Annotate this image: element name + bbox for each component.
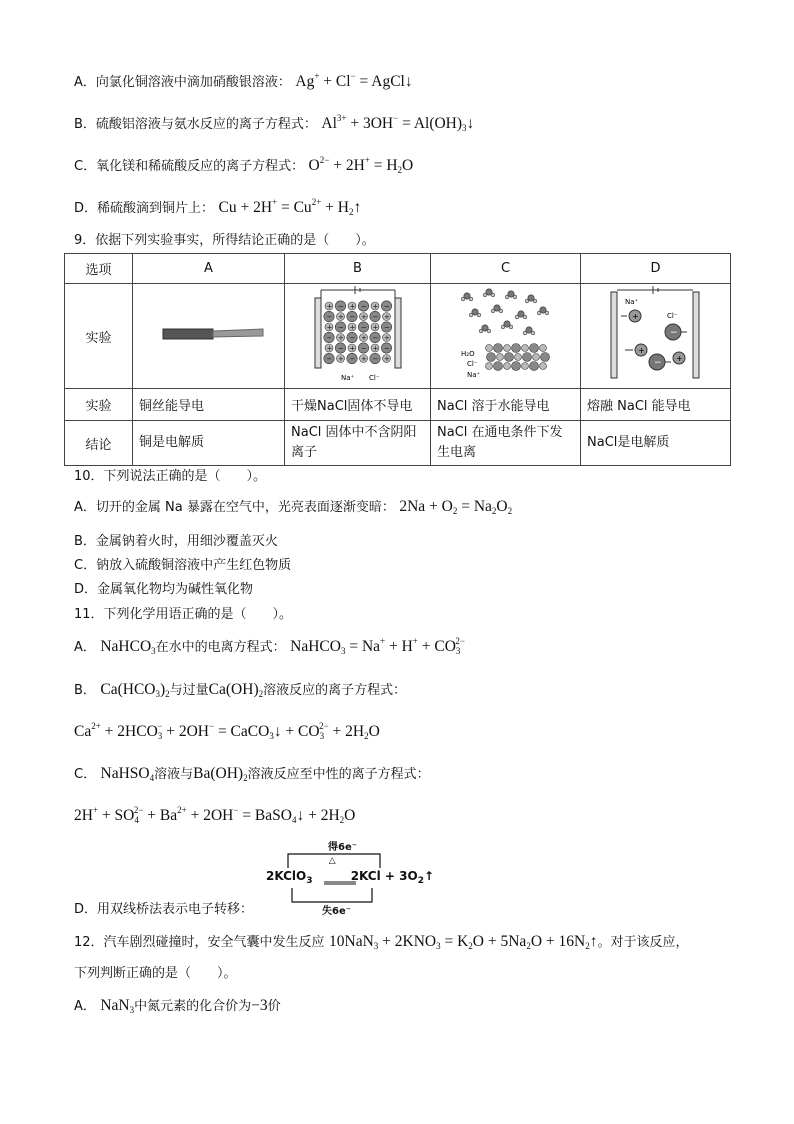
loss-electrons-label: 失6e⁻ bbox=[322, 906, 352, 917]
svg-text:−: − bbox=[372, 334, 379, 342]
dry-nacl-solid-diagram bbox=[285, 284, 429, 384]
svg-text:+: + bbox=[349, 323, 356, 332]
svg-text:+: + bbox=[338, 334, 344, 342]
diagram-a bbox=[133, 284, 285, 389]
double-line-bridge-diagram bbox=[262, 838, 435, 920]
svg-text:+: + bbox=[349, 344, 356, 353]
q11-stem: 11．下列化学用语正确的是（ ）。 bbox=[74, 607, 293, 622]
svg-text:−: − bbox=[326, 334, 333, 342]
header-cell: 选项 bbox=[65, 254, 133, 284]
header-cell: C bbox=[431, 254, 581, 284]
molten-nacl-diagram bbox=[581, 284, 729, 384]
nacl-dissolving-diagram bbox=[431, 284, 579, 384]
header-cell: A bbox=[133, 254, 285, 284]
q8-option-c: C．氧化镁和稀硫酸反应的离子方程式： $O^{2-} + 2H^+ = H_2O$ bbox=[74, 155, 414, 175]
fact-cell: NaCl 溶于水能导电 bbox=[431, 389, 581, 421]
svg-text:−: − bbox=[361, 344, 367, 353]
svg-text:+: + bbox=[372, 302, 379, 311]
q11-c-equation: $2H^+ + SO_4^{2-} + Ba^{2+} + 2OH^-$ = BaSO$_4$↓ + $2H_2O$ bbox=[74, 805, 356, 825]
formula: $10NaN_3 + 2KNO_3 = K_2O + 5Na_2O$ + $16N_2↑$ bbox=[329, 933, 598, 951]
svg-text:+: + bbox=[372, 323, 379, 332]
fact-cell: 熔融 NaCl 能导电 bbox=[581, 389, 731, 421]
svg-text:+: + bbox=[638, 346, 645, 355]
q11-b-equation: $Ca^{2+} + 2HCO_3^- + 2OH^-$ = CaCO$_3$↓ + $CO_3^{2-} + 2H_2O$ bbox=[74, 721, 380, 741]
svg-text:−: − bbox=[338, 302, 344, 311]
svg-text:+: + bbox=[349, 302, 356, 311]
q10-option-a: A．切开的金属 Na 暴露在空气中，光亮表面逐渐变暗： $2Na + O_2 = Na_2O_2$ bbox=[74, 498, 513, 516]
svg-text:+: + bbox=[361, 313, 367, 321]
svg-text:−: − bbox=[384, 323, 390, 332]
svg-text:+: + bbox=[372, 344, 379, 353]
q10-option-c: C．钠放入硫酸铜溶液中产生红色物质 bbox=[74, 558, 292, 573]
svg-text:−: − bbox=[326, 355, 333, 363]
q11-option-b: B． $Ca(HCO_3)_2$与过量$Ca(OH)_2$溶液反应的离子方程式： bbox=[74, 681, 407, 699]
conclusion-cell: 铜是电解质 bbox=[133, 421, 285, 466]
svg-text:+: + bbox=[338, 355, 344, 363]
gain-electrons-label: 得6e⁻ bbox=[328, 842, 358, 853]
row-label: 结论 bbox=[65, 421, 133, 466]
fact-cell: 铜丝能导电 bbox=[133, 389, 285, 421]
q10-stem: 10．下列说法正确的是（ ）。 bbox=[74, 469, 267, 484]
q11-option-d: D．用双线桥法表示电子转移： bbox=[74, 902, 254, 917]
cl-label: Cl⁻ bbox=[369, 374, 380, 382]
q12-stem: 12．汽车剧烈碰撞时，安全气囊中发生反应 $10NaN_3 + 2KNO_3 = K_2O + 5Na_2O$ + $16N_2↑$。对于该反应， bbox=[74, 933, 689, 951]
conclusion-cell: NaCl是电解质 bbox=[581, 421, 731, 466]
row-label: 实验 bbox=[65, 284, 133, 389]
q8-option-a: A．向氯化铜溶液中滴加硝酸银溶液： Ag+ + Cl− = AgCl↓ bbox=[74, 71, 413, 90]
formula: $O^{2-} + 2H^+ = H_2O$ bbox=[308, 155, 414, 175]
svg-text:−: − bbox=[349, 313, 356, 321]
svg-text:+: + bbox=[384, 355, 390, 363]
svg-text:−: − bbox=[349, 334, 356, 342]
svg-text:−: − bbox=[361, 323, 367, 332]
svg-text:+: + bbox=[361, 334, 367, 342]
h2o-label: H₂O bbox=[461, 350, 475, 358]
svg-text:−: − bbox=[654, 358, 662, 368]
na-label: Na⁺ bbox=[625, 298, 639, 306]
svg-text:−: − bbox=[349, 355, 356, 363]
header-cell: D bbox=[581, 254, 731, 284]
diagram-d bbox=[581, 284, 731, 389]
svg-text:+: + bbox=[384, 313, 390, 321]
svg-text:+: + bbox=[676, 354, 683, 363]
fact-cell: 干燥NaCl固体不导电 bbox=[285, 389, 431, 421]
svg-text:−: − bbox=[670, 328, 678, 338]
diagram-c bbox=[431, 284, 581, 389]
q11-option-c: C． NaHSO$_4$溶液与$Ba(OH)_2$溶液反应至中性的离子方程式： bbox=[74, 765, 430, 783]
svg-text:+: + bbox=[632, 312, 639, 321]
svg-text:−: − bbox=[338, 344, 344, 353]
svg-text:−: − bbox=[372, 313, 379, 321]
cl-label: Cl⁻ bbox=[467, 360, 478, 368]
q8-option-b: B．硫酸铝溶液与氨水反应的离子方程式： $Al^{3+} + 3OH^-$ = $Al(OH)_3↓$ bbox=[74, 113, 475, 133]
formula: Ag+ + Cl− = AgCl↓ bbox=[295, 71, 413, 90]
q9-stem: 9．依据下列实验事实，所得结论正确的是（ ）。 bbox=[74, 233, 375, 248]
svg-text:+: + bbox=[326, 344, 333, 353]
svg-text:−: − bbox=[384, 302, 390, 311]
svg-text:−: − bbox=[372, 355, 379, 363]
svg-text:+: + bbox=[326, 302, 333, 311]
copper-wire-image bbox=[133, 284, 283, 384]
header-cell: B bbox=[285, 254, 431, 284]
formula: $Al^{3+} + 3OH^-$ = $Al(OH)_3↓$ bbox=[321, 113, 475, 133]
redox-equation: 2KClO$_3$ △ $2KCl + 3O_2↑$ bbox=[266, 856, 435, 886]
formula: $2Na + O_2 = Na_2O_2$ bbox=[399, 498, 513, 516]
q9-table bbox=[64, 253, 731, 466]
q11-option-a: A． NaHCO$_3$在水中的电离方程式： NaHCO$_3$ = $Na^+ + H^+ + CO_3^{2-}$ bbox=[74, 636, 465, 656]
conclusion-cell: NaCl 在通电条件下发生电离 bbox=[431, 421, 581, 466]
q10-option-d: D．金属氧化物均为碱性氧化物 bbox=[74, 582, 254, 597]
diagram-b bbox=[285, 284, 431, 389]
row-label: 实验 bbox=[65, 389, 133, 421]
conclusion-cell: NaCl 固体中不含阴阳离子 bbox=[285, 421, 431, 466]
q8-option-d: D．稀硫酸滴到铜片上： $Cu + 2H^+ = Cu^{2+}$ + $H_2↑$ bbox=[74, 197, 362, 217]
svg-text:+: + bbox=[384, 334, 390, 342]
cl-label: Cl⁻ bbox=[667, 312, 678, 320]
q12-stem-line2: 下列判断正确的是（ ）。 bbox=[74, 966, 237, 981]
na-label: Na⁺ bbox=[467, 371, 481, 379]
formula: $Cu + 2H^+ = Cu^{2+}$ + $H_2↑$ bbox=[218, 197, 362, 217]
svg-text:−: − bbox=[384, 344, 390, 353]
svg-text:−: − bbox=[361, 302, 367, 311]
q12-option-a: A． NaN$_3$中氮元素的化合价为−3价 bbox=[74, 997, 281, 1015]
svg-text:+: + bbox=[338, 313, 344, 321]
na-label: Na⁺ bbox=[341, 374, 355, 382]
formula: NaHCO$_3$ = $Na^+ + H^+ + CO_3^{2-}$ bbox=[290, 636, 465, 656]
svg-text:−: − bbox=[338, 323, 344, 332]
svg-text:+: + bbox=[361, 355, 367, 363]
svg-text:+: + bbox=[326, 323, 333, 332]
q10-option-b: B．金属钠着火时，用细沙覆盖灭火 bbox=[74, 534, 278, 549]
svg-text:−: − bbox=[326, 313, 333, 321]
